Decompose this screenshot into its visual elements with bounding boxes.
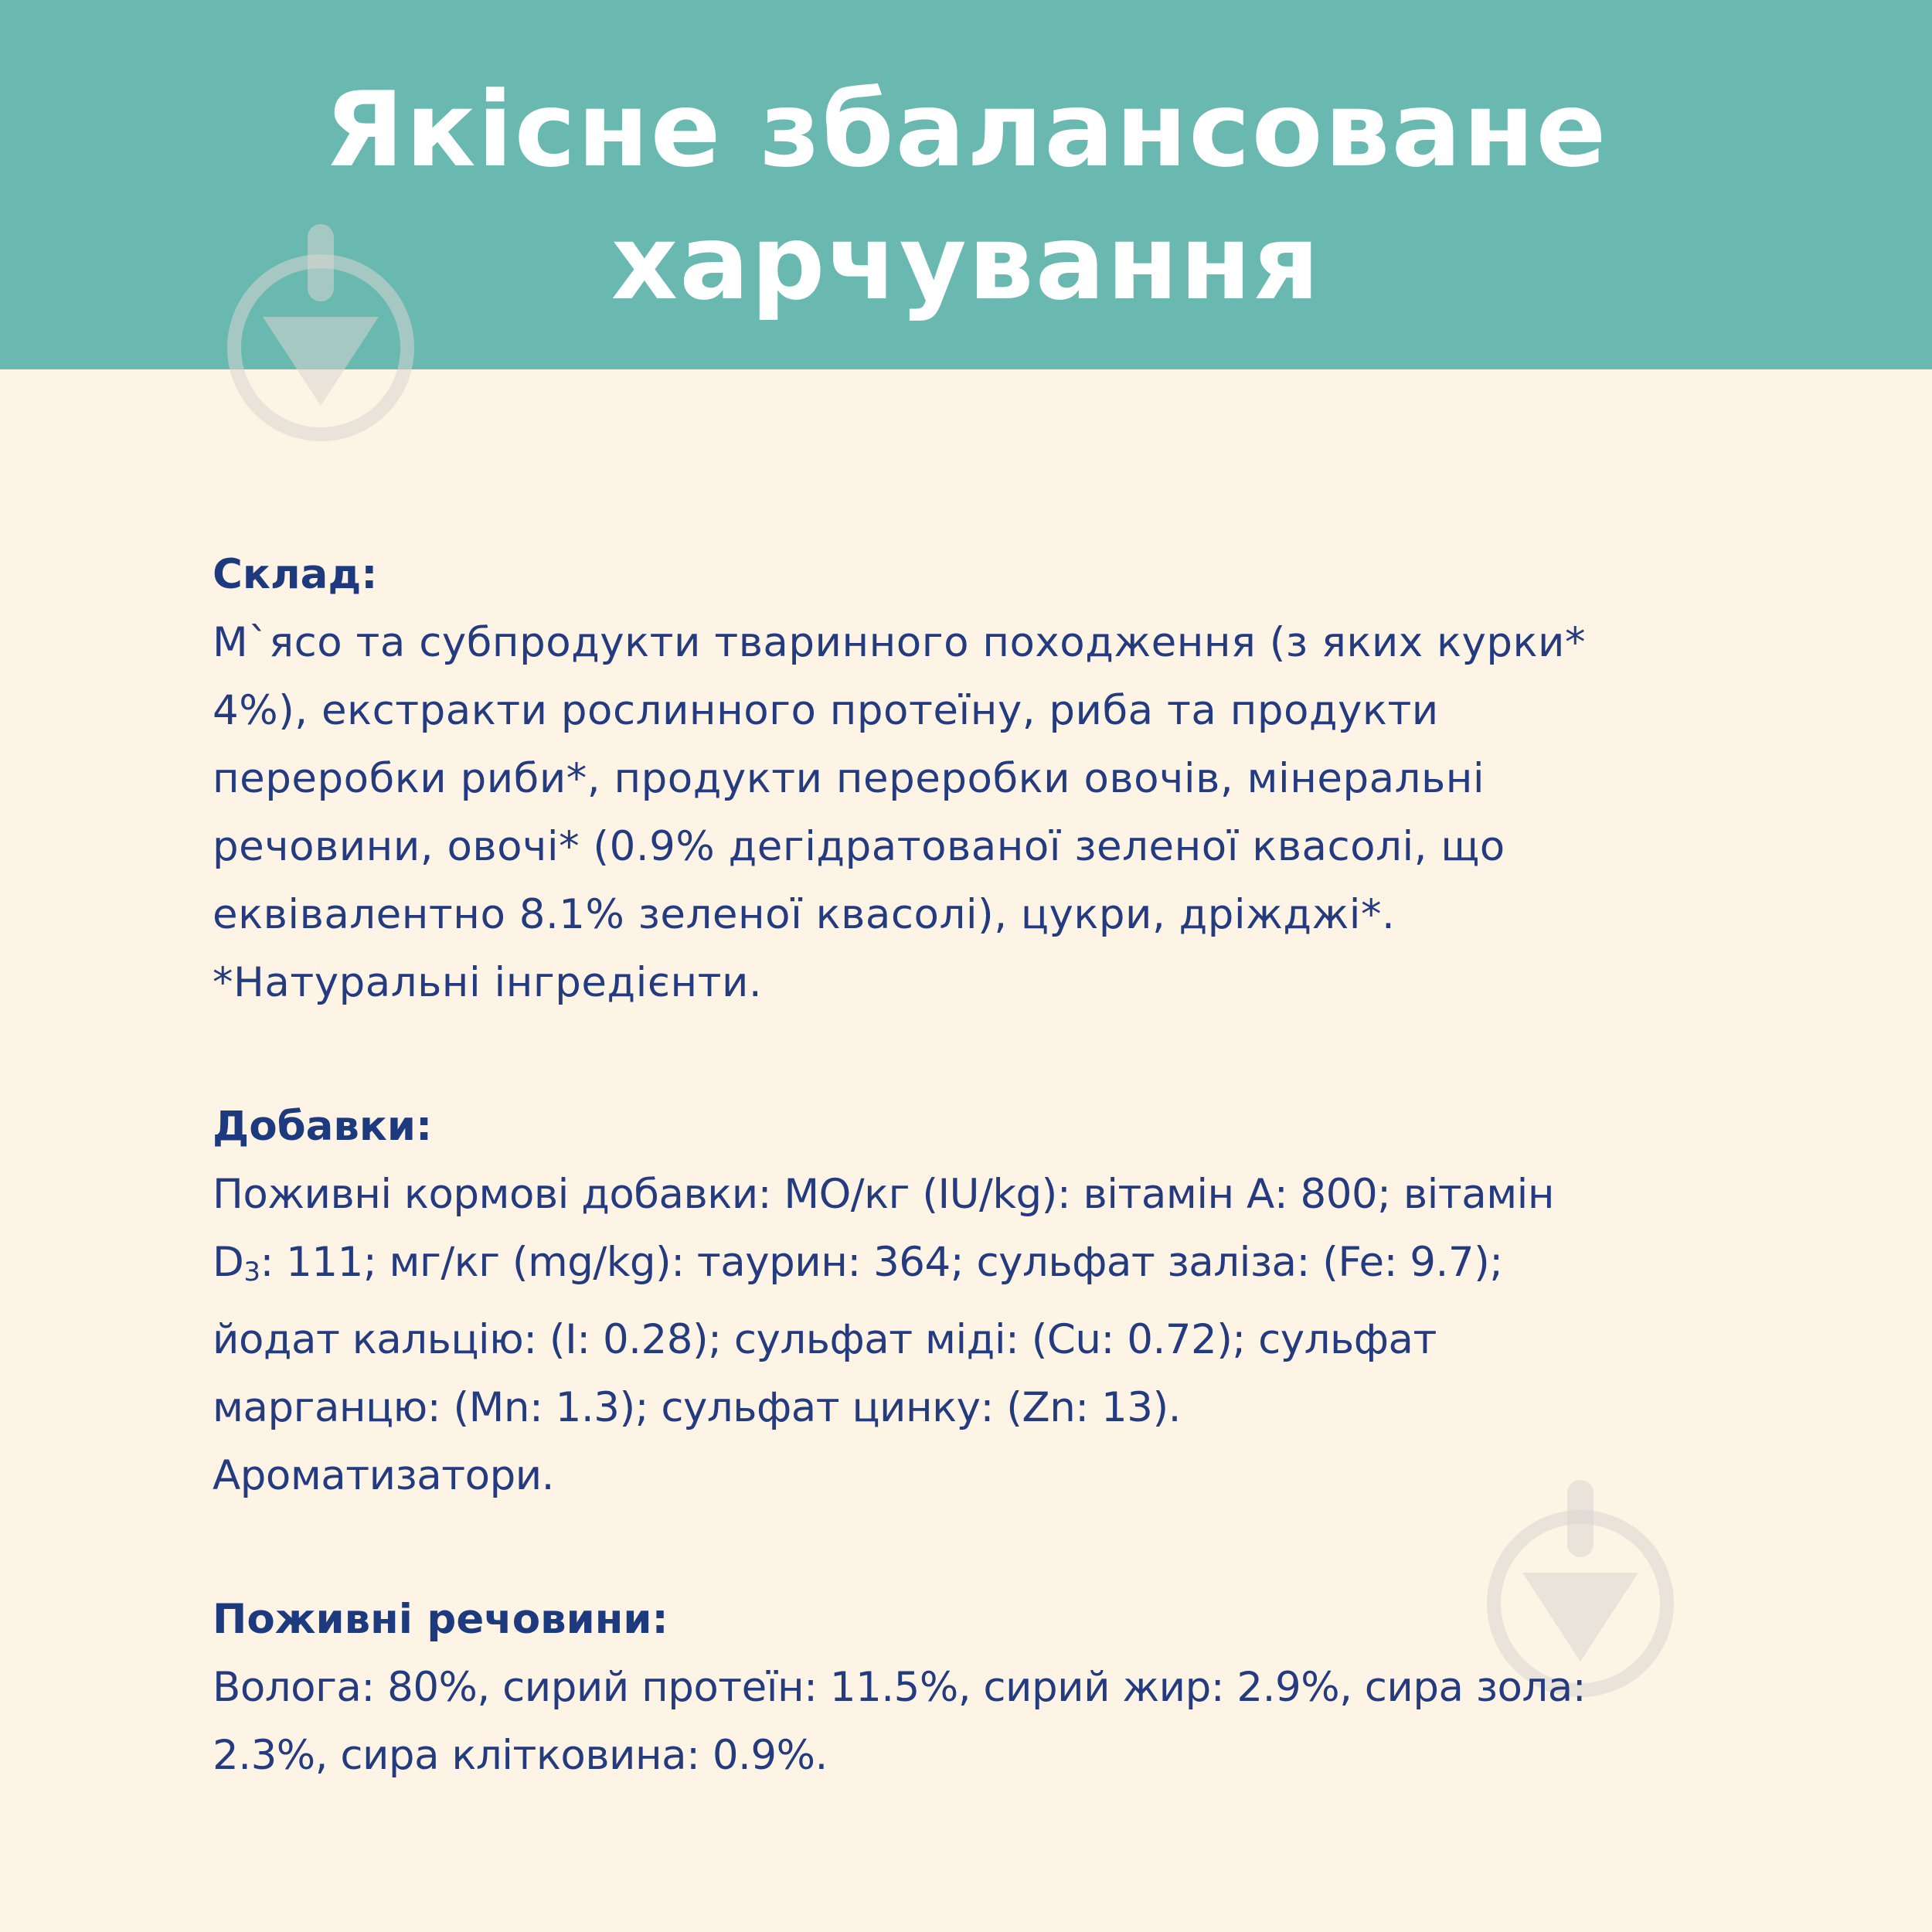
title-line: Якісне збалансоване (324, 70, 1608, 190)
composition-section (213, 541, 1758, 1017)
composition-line: 4%), екстракти рослинного протеїну, риба та продукти (213, 687, 1439, 734)
composition-line: М`ясо та субпродукти тваринного походження (з яких курки* (213, 619, 1586, 666)
composition-line: еквівалентно 8.1% зеленої квасолі), цукри, дріжджі*. (213, 891, 1396, 938)
nutrients-line: 2.3%, сира клітковина: 0.9%. (213, 1732, 828, 1779)
additives-line-rest: : 111; мг/кг (mg/kg): таурин: 364; сульфат заліза: (Fe: 9.7); (260, 1239, 1503, 1286)
product-info (213, 541, 1758, 1866)
download-arrow-circle-icon (224, 224, 417, 448)
additives-text (213, 1161, 1758, 1510)
title-line: харчування (611, 202, 1321, 323)
vitamin-d-subscript: 3 (243, 1257, 260, 1287)
additives-line: марганцю: (Mn: 1.3); сульфат цинку: (Zn: 13). (213, 1384, 1181, 1431)
additives-line: йодат кальцію: (I: 0.28); сульфат міді: (Cu: 0.72); сульфат (213, 1316, 1437, 1363)
composition-line: речовини, овочі* (0.9% дегідратованої зеленої квасолі, що (213, 823, 1505, 870)
vitamin-d-label: D (213, 1239, 244, 1286)
nutrients-text (213, 1654, 1758, 1790)
composition-line: переробки риби*, продукти переробки овочів, мінеральні (213, 755, 1485, 802)
additives-line: Поживні кормові добавки: МО/кг (IU/kg): вітамін А: 800; вітамін (213, 1171, 1555, 1218)
composition-text (213, 609, 1758, 1017)
additives-line: Ароматизатори. (213, 1452, 554, 1499)
nutrients-section (213, 1586, 1758, 1790)
composition-footnote: *Натуральні інгредієнти. (213, 959, 763, 1006)
additives-line (213, 1229, 1758, 1306)
additives-heading: Добавки: (213, 1103, 433, 1150)
composition-heading: Склад: (213, 551, 378, 598)
nutrients-heading: Поживні речовини: (213, 1596, 668, 1643)
additives-section (213, 1093, 1758, 1510)
nutrients-line: Волога: 80%, сирий протеїн: 11.5%, сирий жир: 2.9%, сира зола: (213, 1664, 1587, 1711)
